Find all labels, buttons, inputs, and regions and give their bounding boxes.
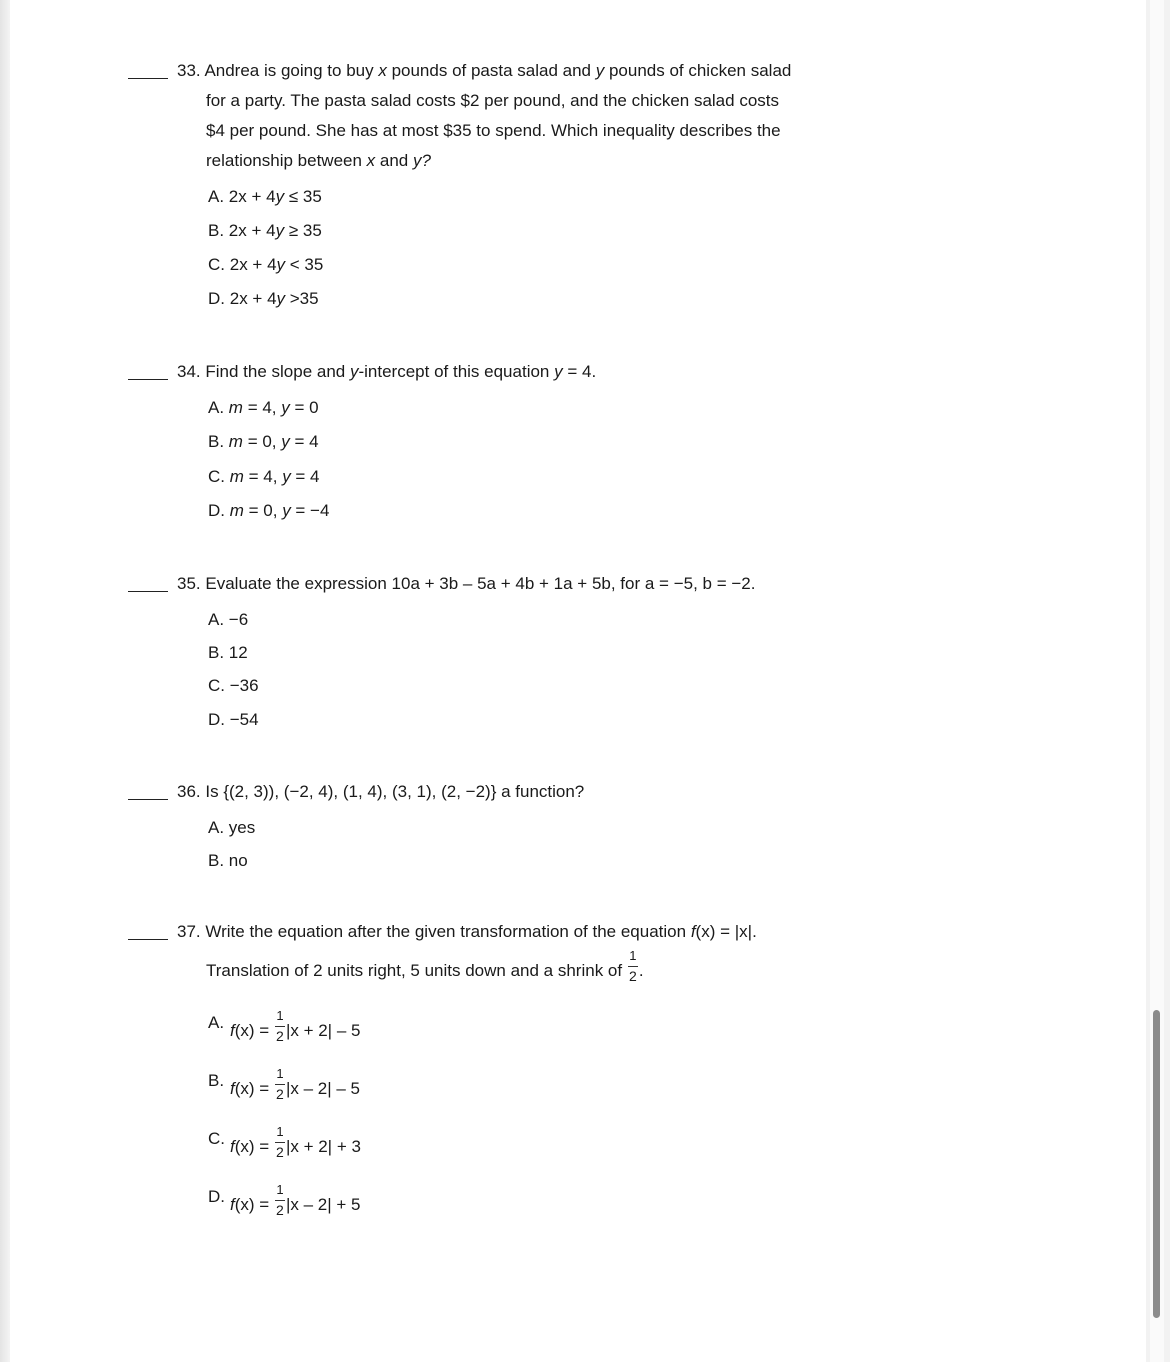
document-page: 33. Andrea is going to buy x pounds of pasta salad and y pounds of chicken salad for a party. The pasta salad costs $2 per pound, and the chicken salad costs $4 per pound. She has at most $35 to spend. Which inequality describes the relationship between x and y? A. 2x + 4y ≤ 35 B. 2x + 4y ≥ 35 C. 2x + 4y < 35 D. 2x + 4y >35 34. Find the slope and y-intercept of this equation y = 4. A. m = 4, y = 0 B. m = 0, y = 4 C. m = 4, y = 4 D. m = 0, y = −4 35. Evaluate the expression 10a + 3b – 5a + 4b + 1a + 5b, for a = −5, b = −2. A. −6 B. 12 C. −36 D. −54 36. Is {(2, 3)), (−2, 4), (1, 4), (3, 1), (2, −2)} a function? A. yes B. no 37. Write the equation after the given transformation of the equation f(x) = |x|. Translation of 2 units right, 5 units down and a shrink of $\frac{1}{2}$ . A. f(x) = $\frac{1}{2}$ |x + 2| – 5 B. f(x) = $\frac{1}{2}$ |x – 2| – 5 C. f(x) = $\frac{1}{2}$ |x + 2| + 3 D. f(x) = $\frac{1}{2}$ |x – 2| + 5 bbox=[10, 0, 1146, 1362]
fraction-one-half: $\frac{1}{2}$ bbox=[276, 1182, 284, 1218]
fraction-one-half: $\frac{1}{2}$ bbox=[276, 1066, 284, 1102]
page-shadow bbox=[0, 0, 10, 1362]
choice-33-b[interactable]: B. 2x + 4y ≥ 35 bbox=[208, 221, 322, 240]
question-stem-34: 34. Find the slope and y-intercept of this equation y = 4. bbox=[177, 362, 597, 381]
question-stem-36: 36. Is {(2, 3)), (−2, 4), (1, 4), (3, 1), (2, −2)} a function? bbox=[177, 782, 585, 801]
choice-34-c[interactable]: C. m = 4, y = 4 bbox=[208, 467, 320, 486]
fraction-one-half: $\frac{1}{2}$ bbox=[628, 948, 637, 984]
choice-35-c[interactable]: C. −36 bbox=[208, 676, 259, 695]
choice-36-b[interactable]: B. no bbox=[208, 851, 248, 870]
answer-blank-35[interactable] bbox=[128, 591, 168, 592]
answer-blank-34[interactable] bbox=[128, 379, 168, 380]
choice-35-d[interactable]: D. −54 bbox=[208, 710, 259, 729]
question-stem-37-line2: Translation of 2 units right, 5 units down and a shrink of $\frac{1}{2}$ . bbox=[206, 948, 644, 984]
choice-36-a[interactable]: A. yes bbox=[208, 818, 256, 837]
scrollbar-thumb[interactable] bbox=[1153, 1010, 1160, 1318]
choice-33-a[interactable]: A. 2x + 4y ≤ 35 bbox=[208, 187, 322, 206]
choice-35-b[interactable]: B. 12 bbox=[208, 643, 248, 662]
answer-blank-37[interactable] bbox=[128, 939, 168, 940]
fraction-one-half: $\frac{1}{2}$ bbox=[276, 1124, 284, 1160]
choice-35-a[interactable]: A. −6 bbox=[208, 610, 249, 629]
choice-34-a[interactable]: A. m = 4, y = 0 bbox=[208, 398, 319, 417]
question-stem-37: 37. Write the equation after the given transformation of the equation f(x) = |x|. bbox=[177, 922, 757, 941]
choice-33-d[interactable]: D. 2x + 4y >35 bbox=[208, 289, 319, 308]
question-stem-35: 35. Evaluate the expression 10a + 3b – 5a + 4b + 1a + 5b, for a = −5, b = −2. bbox=[177, 574, 756, 593]
answer-blank-33[interactable] bbox=[128, 78, 168, 79]
question-stem-33: 33. Andrea is going to buy x pounds of pasta salad and y pounds of chicken salad for a party. The pasta salad costs $2 per pound, and the chicken salad costs $4 per pound. She has at most $35 to spend. Which inequality describes the relationship between x and y? bbox=[177, 61, 792, 170]
choice-34-b[interactable]: B. m = 0, y = 4 bbox=[208, 432, 319, 451]
fraction-one-half: $\frac{1}{2}$ bbox=[276, 1008, 284, 1044]
answer-blank-36[interactable] bbox=[128, 799, 168, 800]
choice-34-d[interactable]: D. m = 0, y = −4 bbox=[208, 501, 330, 520]
choice-33-c[interactable]: C. 2x + 4y < 35 bbox=[208, 255, 324, 274]
